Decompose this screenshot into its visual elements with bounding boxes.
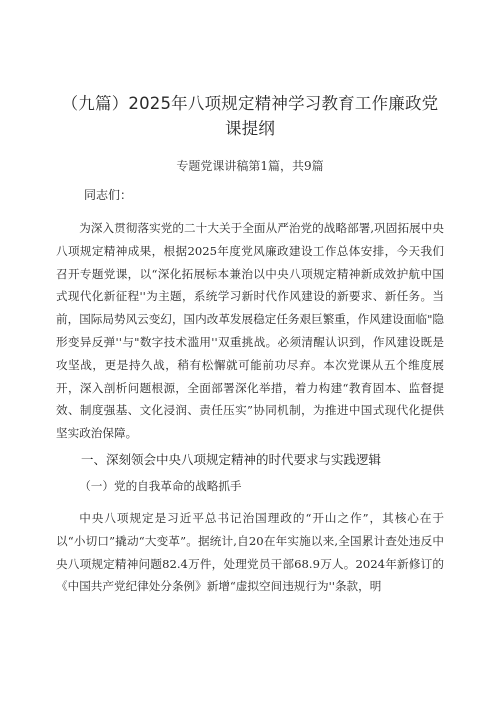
intro-paragraph: 为深入贯彻落实党的二十大关于全面从严治党的战略部署,巩固拓展中央八项规定精神成果，根据2025年度党风廉政建设工作总体安排，今天我们召开专题党课，以“深化拓展标本兼治以中央八项规定精神新成效护航中国式现代化新征程''为主题，系统学习新时代作风建设的新要求、新任务。当前，国际局势风云变幻，国内改革发展稳定任务艰巨繁重，作风建设面临"隐形变异反弹''与"数字技术滥用''双重挑战。必须清醒认识到，作风建设既是攻坚战，更是持久战，稍有松懈就可能前功尽弃。本次党课从五个维度展开，深入剖析问题根源，全面部署深化举措，着力构建“教育固本、监督提效、制度强基、文化浸润、责任压实”协同机制，为推进中国式现代化提供坚实政治保障。	[56, 221, 444, 441]
section-1-1-paragraph: 中央八项规定是习近平总书记治国理政的“开山之作”，其核心在于以“小切口”撬动“大变革”。据统计,自20在年实施以来,全国累计查处违反中央八项规定精神问题82.4万件，处理党员干部68.9万人。2024年新修订的《中国共产党纪律处分条例》新增“虚拟空间违规行为''条款，明	[56, 510, 444, 594]
section-heading-1: 一、深刻领会中央八项规定精神的时代要求与实践逻辑	[81, 451, 382, 467]
document-title: （九篇）2025年八项规定精神学习教育工作廉政党课提纲	[61, 94, 439, 138]
salutation: 同志们：	[84, 188, 133, 202]
document-subtitle: 专题党课讲稿第1篇，共9篇	[176, 159, 324, 173]
subsection-heading-1-1: （一）党的自我革命的战略抓手	[79, 478, 242, 493]
